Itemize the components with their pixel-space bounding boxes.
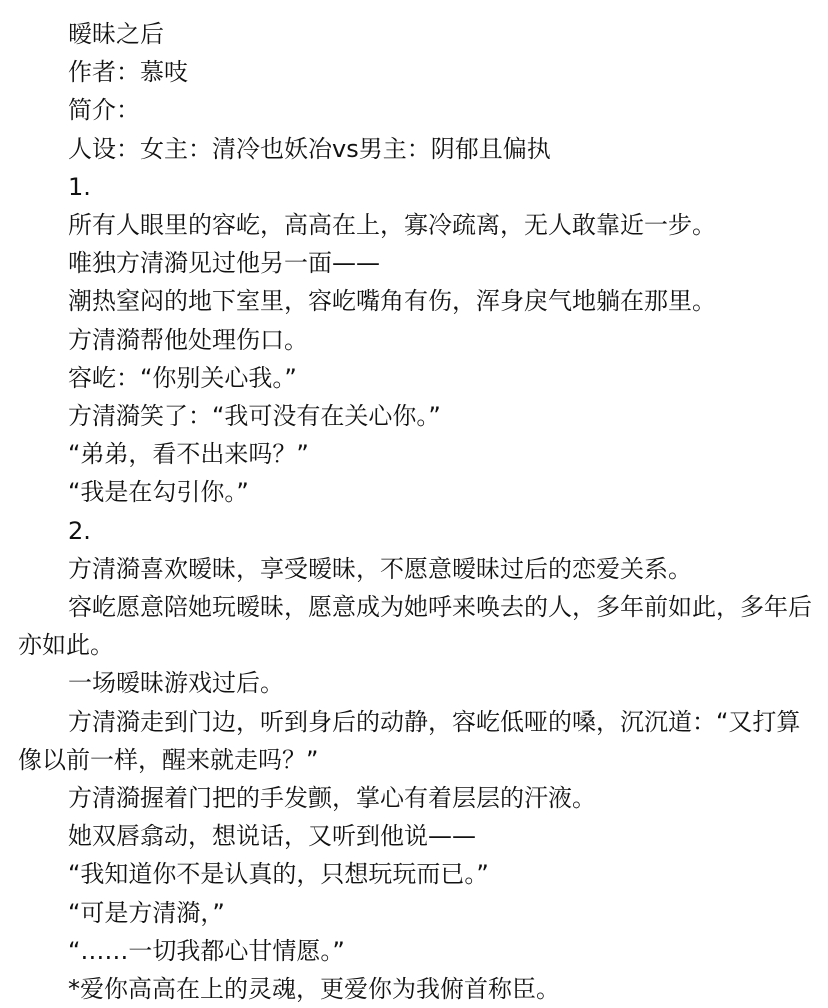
dialogue-line: “弟弟，看不出来吗？”	[68, 440, 309, 469]
dialogue-line: 方清漪笑了：“我可没有在关心你。”	[68, 402, 441, 431]
closing-line: *爱你高高在上的灵魂，更爱你为我俯首称臣。	[68, 975, 560, 1004]
paragraph: 一场暧昧游戏过后。	[68, 669, 284, 698]
character-setting: 人设：女主：清冷也妖冶vs男主：阴郁且偏执	[68, 134, 551, 163]
paragraph: 她双唇翕动，想说话，又听到他说——	[68, 822, 476, 851]
dialogue-line: “……一切我都心甘情愿。”	[68, 936, 345, 965]
book-title: 暧昧之后	[68, 20, 164, 48]
paragraph: 方清漪走到门边，听到身后的动静，容屹低哑的嗓，沉沉道：“又打算像以前一样，醒来就走吗？”	[18, 707, 801, 774]
dialogue-line: “可是方清漪，”	[68, 898, 225, 927]
paragraph: 方清漪握着门把的手发颤，掌心有着层层的汗液。	[68, 784, 596, 813]
paragraph: 方清漪帮他处理伤口。	[68, 325, 308, 354]
dialogue-line: “我知道你不是认真的，只想玩玩而已。”	[68, 860, 489, 889]
paragraph: 所有人眼里的容屹，高高在上，寡冷疏离，无人敢靠近一步。	[68, 211, 716, 240]
intro-label: 简介：	[68, 96, 140, 125]
paragraph: 潮热窒闷的地下室里，容屹嘴角有伤，浑身戾气地躺在那里。	[68, 287, 716, 316]
paragraph: 方清漪喜欢暧昧，享受暧昧，不愿意暧昧过后的恋爱关系。	[68, 554, 692, 583]
paragraph: 容屹愿意陪她玩暧昧，愿意成为她呼来唤去的人，多年前如此，多年后亦如此。	[18, 593, 812, 660]
paragraph: 唯独方清漪见过他另一面——	[68, 249, 380, 278]
author-line: 作者：慕吱	[68, 58, 188, 87]
dialogue-line: 容屹：“你别关心我。”	[68, 363, 297, 392]
section-number-2: 2.	[68, 516, 91, 545]
section-number-1: 1.	[68, 172, 91, 201]
dialogue-line: “我是在勾引你。”	[68, 478, 249, 507]
